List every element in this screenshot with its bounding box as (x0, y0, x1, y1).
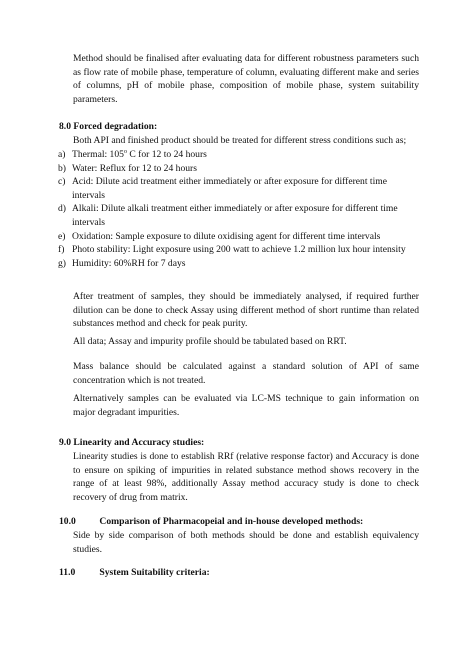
section-title: Comparison of Pharmacopeial and in-house developed methods: (99, 516, 364, 527)
section-number: 10.0 (59, 516, 76, 527)
intro-paragraph: Method should be finalised after evaluating data for different robustness parameters such as flow rate of mobile phase, temperature of column, evaluating different make and series of columns, pH of mobile phase, composition of mobile phase, system suitability parameters. (73, 53, 419, 105)
degree-superscript: o (123, 148, 127, 155)
mass-balance-paragraph: Mass balance should be calculated against a standard solution of API of same concentration which is not treated. (73, 361, 419, 386)
section-11-heading (59, 566, 210, 580)
analysis-paragraph: After treatment of samples, they should be immediately analysed, if required further dilution can be done to check Assay using different method of short runtime than related substances method and check for peak purity. (73, 291, 419, 330)
list-marker: f) (58, 244, 65, 256)
list-item-text: Thermal: 105$^o$ C for 12 to 24 hours (72, 148, 207, 160)
list-item-text: Photo stability: Light exposure using 200 watt to achieve 1.2 million lux hour intensity (72, 244, 406, 256)
list-item-text: Humidity: 60%RH for 7 days (72, 257, 186, 269)
list-item-text: Alkali: Dilute alkali treatment either immediately or after exposure for different time intervals (72, 203, 398, 228)
list-marker: b) (58, 162, 66, 174)
tabulation-paragraph: All data; Assay and impurity profile should be tabulated based on RRT. (73, 336, 347, 347)
list-item (58, 243, 419, 257)
list-marker: g) (58, 257, 66, 269)
list-item (58, 202, 419, 229)
list-marker: a) (58, 149, 66, 160)
list-item-text: Oxidation: Sample exposure to dilute oxidising agent for different time intervals (72, 230, 381, 242)
comparison-paragraph: Side by side comparison of both methods should be done and establish equivalency studies. (73, 530, 419, 555)
section-title: Forced degradation: (73, 121, 158, 132)
forced-degradation-lead: Both API and finished product should be treated for different stress conditions such as; (73, 135, 407, 146)
section-8-heading (59, 120, 157, 134)
list-item-text: Acid: Dilute acid treatment either immediately or after exposure for different time intervals (72, 176, 387, 201)
lcms-paragraph: Alternatively samples can be evaluated via LC-MS technique to gain information on major degradant impurities. (73, 393, 419, 418)
list-item (58, 175, 419, 202)
list-item (58, 230, 419, 244)
list-marker: e) (58, 230, 66, 242)
section-title: Linearity and Accuracy studies: (73, 437, 205, 448)
section-9-heading (59, 436, 204, 450)
section-number: 11.0 (59, 567, 76, 578)
section-10-heading (59, 515, 363, 529)
linearity-paragraph: Linearity studies is done to establish RRf (relative response factor) and Accuracy is done to ensure on spiking of impurities in related substance method shows recovery in the range of at least 98%, additionally Assay method accuracy study is done to check recovery of drug from matrix. (73, 451, 419, 503)
list-item-text: Water: Reflux for 12 to 24 hours (72, 162, 197, 174)
list-item (58, 148, 419, 162)
section-title: System Suitability criteria: (99, 567, 210, 578)
stress-conditions-list (58, 148, 419, 270)
section-number: 8.0 (59, 121, 71, 132)
list-item (58, 162, 419, 176)
list-marker: d) (58, 203, 66, 215)
list-item (58, 257, 419, 271)
list-marker: c) (58, 176, 66, 188)
section-number: 9.0 (59, 437, 71, 448)
